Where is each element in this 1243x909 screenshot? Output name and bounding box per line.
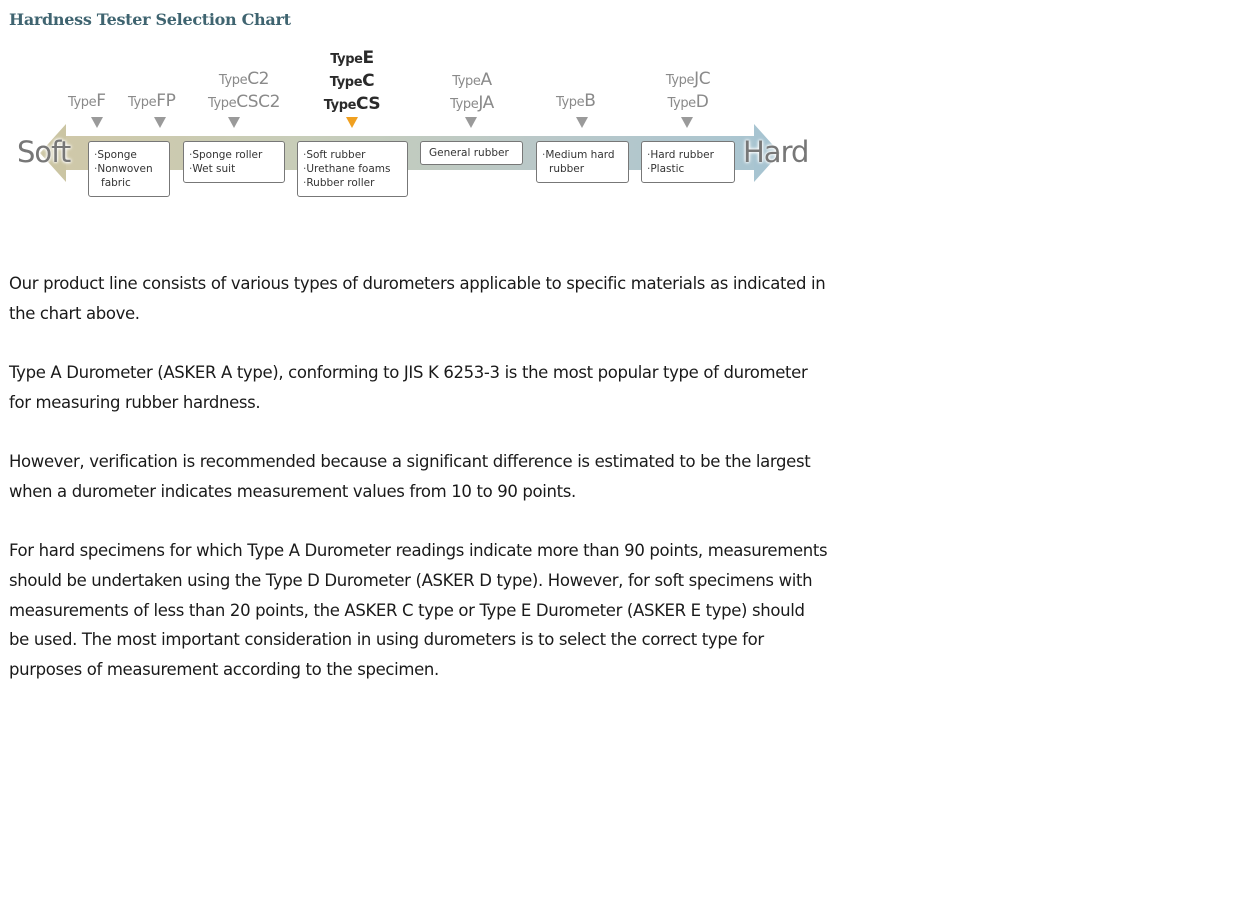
type-name: A: [480, 70, 492, 90]
type-group-c2-csc2: [196, 68, 292, 114]
type-name: JA: [478, 93, 494, 113]
type-group-b: [556, 90, 596, 113]
materials-box-soft-rubber: [297, 141, 408, 197]
type-group-f: [68, 90, 106, 113]
material-item: ·Plastic: [647, 163, 685, 175]
type-group-jc-d: [648, 68, 728, 114]
type-name: CS: [356, 94, 381, 114]
material-item: ·Medium hard: [542, 149, 615, 161]
article-body: [9, 269, 829, 714]
type-name: F: [96, 91, 106, 111]
type-name: C2: [247, 69, 270, 89]
material-item: ·Sponge: [94, 149, 137, 161]
marker-type-c2-csc2: [228, 117, 240, 128]
type-group-fp: [128, 90, 176, 113]
type-prefix: Type: [667, 96, 696, 111]
material-item: ·Hard rubber: [647, 149, 714, 161]
materials-box-medium-hard-rubber: [536, 141, 629, 183]
type-name: D: [695, 92, 709, 112]
type-group-a-ja: [432, 69, 512, 115]
type-name: E: [362, 48, 374, 68]
hard-label: Hard: [743, 135, 809, 169]
paragraph-hard-soft-specimens: For hard specimens for which Type A Durometer readings indicate more than 90 points, measurements should be undertaken using the Type D Durometer (ASKER D type). However, for soft specimens with measurements of less than 20 points, the ASKER C type or Type E Durometer (ASKER E type) should be used. The most important consideration in using durometers is to select the correct type for purposes of measurement according to the specimen.: [9, 541, 828, 680]
hardness-selection-chart: [0, 40, 830, 210]
materials-box-general-rubber: [420, 141, 523, 165]
type-prefix: Type: [665, 73, 695, 88]
type-name: CSC2: [236, 92, 280, 112]
paragraph-type-a: Type A Durometer (ASKER A type), conforming to JIS K 6253-3 is the most popular type of durometer for measuring rubber hardness.: [9, 363, 808, 412]
materials-box-hard-rubber: [641, 141, 735, 183]
material-item: ·Nonwoven: [94, 163, 153, 175]
type-prefix: Type: [452, 74, 481, 89]
material-item: fabric: [101, 177, 131, 189]
material-item: rubber: [549, 163, 585, 175]
type-prefix: Type: [450, 97, 479, 112]
material-item: ·Soft rubber: [303, 149, 366, 161]
paragraph-verification: However, verification is recommended because a significant difference is estimated to be the largest when a durometer indicates measurement values from 10 to 90 points.: [9, 452, 811, 501]
type-name: JC: [694, 69, 711, 89]
type-prefix: Type: [68, 95, 97, 110]
material-item: ·Rubber roller: [303, 177, 375, 189]
marker-type-a-ja: [465, 117, 477, 128]
type-prefix: Type: [128, 95, 157, 110]
soft-label: Soft: [17, 135, 71, 169]
material-item: ·Wet suit: [189, 163, 236, 175]
materials-box-sponge: [88, 141, 170, 197]
marker-type-e-c-cs: [346, 117, 358, 128]
marker-type-f: [91, 117, 103, 128]
material-item: General rubber: [429, 147, 509, 159]
materials-box-sponge-roller: [183, 141, 285, 183]
material-item: ·Sponge roller: [189, 149, 263, 161]
type-prefix: Type: [207, 96, 237, 111]
type-name: B: [584, 91, 596, 111]
type-prefix: Type: [330, 52, 363, 67]
paragraph-intro: Our product line consists of various types of durometers applicable to specific materials as indicated in the chart above.: [9, 274, 826, 323]
marker-type-jc-d: [681, 117, 693, 128]
type-prefix: Type: [329, 75, 363, 90]
page-title: Hardness Tester Selection Chart: [9, 10, 291, 29]
type-prefix: Type: [218, 73, 248, 88]
marker-type-fp: [154, 117, 166, 128]
marker-type-b: [576, 117, 588, 128]
type-name: FP: [156, 91, 176, 111]
type-group-e-c-cs: [312, 47, 392, 116]
material-item: ·Urethane foams: [303, 163, 391, 175]
type-name: C: [362, 71, 375, 91]
type-prefix: Type: [556, 95, 585, 110]
type-prefix: Type: [323, 98, 357, 113]
